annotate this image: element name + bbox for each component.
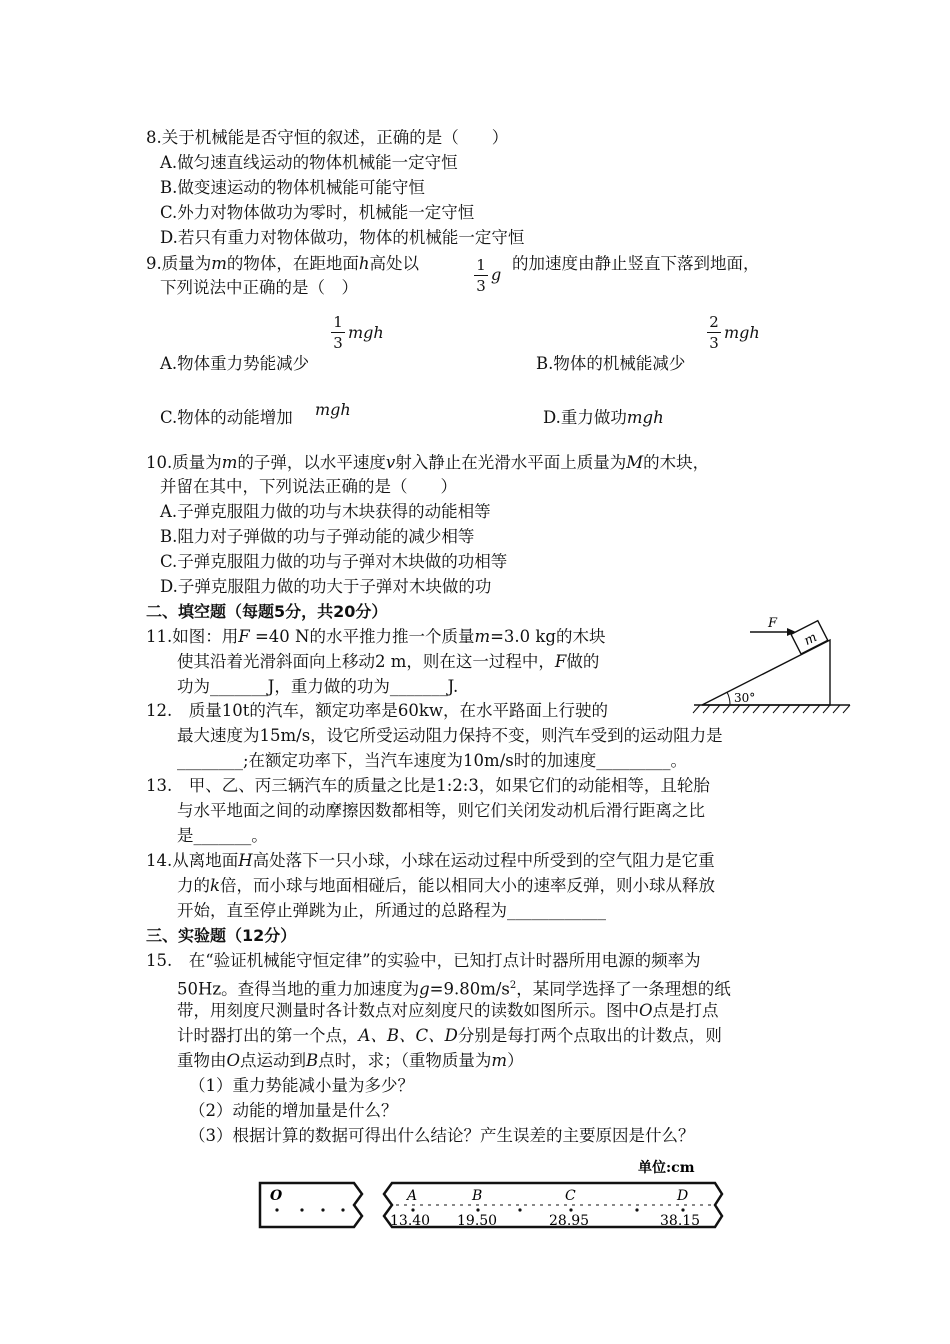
q8-option-a: A.做匀速直线运动的物体机械能一定守恒: [160, 153, 458, 172]
q8-option-c: C.外力对物体做功为零时，机械能一定守恒: [160, 203, 475, 222]
q12-line3: ________;在额定功率下，当汽车速度为10m/s时的加速度_________。: [177, 751, 687, 770]
q11-line3: 功为_______J，重力做的功为_______J.: [177, 677, 459, 696]
q10-option-c: C.子弹克服阻力做的功与子弹对木块做的功相等: [160, 552, 508, 571]
force-label: F: [768, 616, 778, 631]
tape-dot: [341, 1208, 344, 1211]
q12-line2: 最大速度为15m/s，设它所受运动阻力保持不变，则汽车受到的运动阻力是: [177, 726, 723, 745]
q8-option-b: B.做变速运动的物体机械能可能守恒: [160, 178, 425, 197]
q9-c-mgh: mgh: [315, 400, 351, 419]
q9-option-b: B.物体的机械能减少: [536, 354, 686, 373]
tape-point-label-a: A: [407, 1188, 418, 1204]
q10-option-b: B.阻力对子弹做的功与子弹动能的减少相等: [160, 527, 475, 546]
tape-point-label-d: D: [677, 1188, 689, 1204]
q13-line3: 是_______。: [177, 826, 268, 845]
q10-stem-line2: 并留在其中，下列说法正确的是（ ）: [160, 477, 457, 496]
tape-dot: [300, 1208, 303, 1211]
tape-reading-b: 19.50: [457, 1213, 498, 1229]
q9-b-fraction: 2 3: [707, 313, 721, 352]
q15-line1: 15. 在“验证机械能守恒定律”的实验中，已知打点计时器所用电源的频率为: [146, 951, 701, 970]
q15-line5: 重物由O点运动到B点时，求；（重物质量为m）: [177, 1051, 524, 1070]
tape-dot: [681, 1208, 684, 1211]
q14-line2: 力的k倍，而小球与地面相碰后，能以相同大小的速率反弹，则小球从释放: [177, 876, 715, 895]
tape-dot: [635, 1208, 638, 1211]
q8-option-d: D.若只有重力对物体做功，物体的机械能一定守恒: [160, 228, 525, 247]
paper-tape-figure: [250, 1152, 730, 1232]
tape-point-label-c: C: [565, 1188, 576, 1204]
tape-dot: [411, 1208, 414, 1211]
q9-a-mgh: mgh: [348, 323, 384, 342]
q11-line1: 11.如图：用F =40 N的水平推力推一个质量m=3.0 kg的木块: [146, 627, 606, 646]
tape-dot: [569, 1208, 572, 1211]
tape-dot: [518, 1208, 521, 1211]
q9-option-d: D.重力做功mgh: [543, 408, 664, 427]
q15-sub-3: （3）根据计算的数据可得出什么结论？产生误差的主要原因是什么？: [189, 1126, 695, 1145]
q15-sub-1: （1）重力势能减小量为多少？: [189, 1076, 414, 1095]
q8-stem: 8.关于机械能是否守恒的叙述，正确的是（ ）: [146, 128, 509, 147]
q14-line1: 14.从离地面H高处落下一只小球，小球在运动过程中所受到的空气阻力是它重: [146, 851, 715, 870]
incline-angle-label: 30°: [734, 691, 756, 705]
tape-dot: [476, 1208, 479, 1211]
q9-b-mgh: mgh: [724, 323, 760, 342]
q10-stem: 10.质量为m的子弹，以水平速度v射入静止在光滑水平面上质量为M的木块，: [146, 453, 710, 472]
tape-dot: [275, 1208, 278, 1211]
q9-stem: 9.质量为m的物体，在距地面h高处以: [146, 254, 420, 273]
q15-line3: 带，用刻度尺测量时各计数点对应刻度尺的读数如图所示。图中O点是打点: [177, 1001, 719, 1020]
tape-reading-d: 38.15: [660, 1213, 701, 1229]
q14-line3: 开始，直至停止弹跳为止，所通过的总路程为____________: [177, 901, 606, 920]
tape-unit-label: 单位:cm: [638, 1160, 695, 1176]
block-mass-label: m: [801, 630, 820, 649]
tape-reading-a: 13.40: [390, 1213, 431, 1229]
q9-g-symbol: g: [491, 265, 502, 284]
q10-option-a: A.子弹克服阻力做的功与木块获得的动能相等: [160, 502, 491, 521]
q9-option-a: A.物体重力势能减少: [160, 354, 310, 373]
q10-option-d: D.子弹克服阻力做的功大于子弹对木块做的功: [160, 577, 492, 596]
q11-line2: 使其沿着光滑斜面向上移动2 m，则在这一过程中，F做的: [177, 652, 600, 671]
tape-reading-c: 28.95: [549, 1213, 590, 1229]
q13-line2: 与水平地面之间的动摩擦因数都相等，则它们关闭发动机后滑行距离之比: [177, 801, 705, 820]
q9-option-c: C.物体的动能增加: [160, 408, 293, 427]
q13-line1: 13. 甲、乙、丙三辆汽车的质量之比是1:2:3，如果它们的动能相等，且轮胎: [146, 776, 710, 795]
incline-figure: [690, 612, 855, 717]
q15-line4: 计时器打出的第一个点，A、B、C、D分别是每打两个点取出的计数点，则: [177, 1026, 722, 1045]
q9-stem-line2: 下列说法中正确的是（ ）: [160, 278, 358, 297]
q9-a-fraction: 1 3: [331, 313, 345, 352]
tape-origin-label: O: [270, 1188, 283, 1204]
section-fill-in-heading: 二、填空题（每题5分，共20分）: [146, 602, 388, 621]
block: [791, 621, 828, 654]
section-experiment-heading: 三、实验题（12分）: [146, 926, 297, 945]
q9-frac-one-third: 1 3: [474, 256, 488, 295]
tape-point-label-b: B: [472, 1188, 483, 1204]
q9-stem-end: 的加速度由静止竖直下落到地面，: [512, 254, 760, 273]
tape-dot: [321, 1208, 324, 1211]
q15-line2: 50Hz。查得当地的重力加速度为$g=9.80m/s^2$，某同学选择了一条理想的纸: [177, 979, 731, 999]
q15-sub-2: （2）动能的增加量是什么？: [189, 1101, 398, 1120]
q12-line1: 12. 质量10t的汽车，额定功率是60kw，在水平路面上行驶的: [146, 701, 608, 720]
